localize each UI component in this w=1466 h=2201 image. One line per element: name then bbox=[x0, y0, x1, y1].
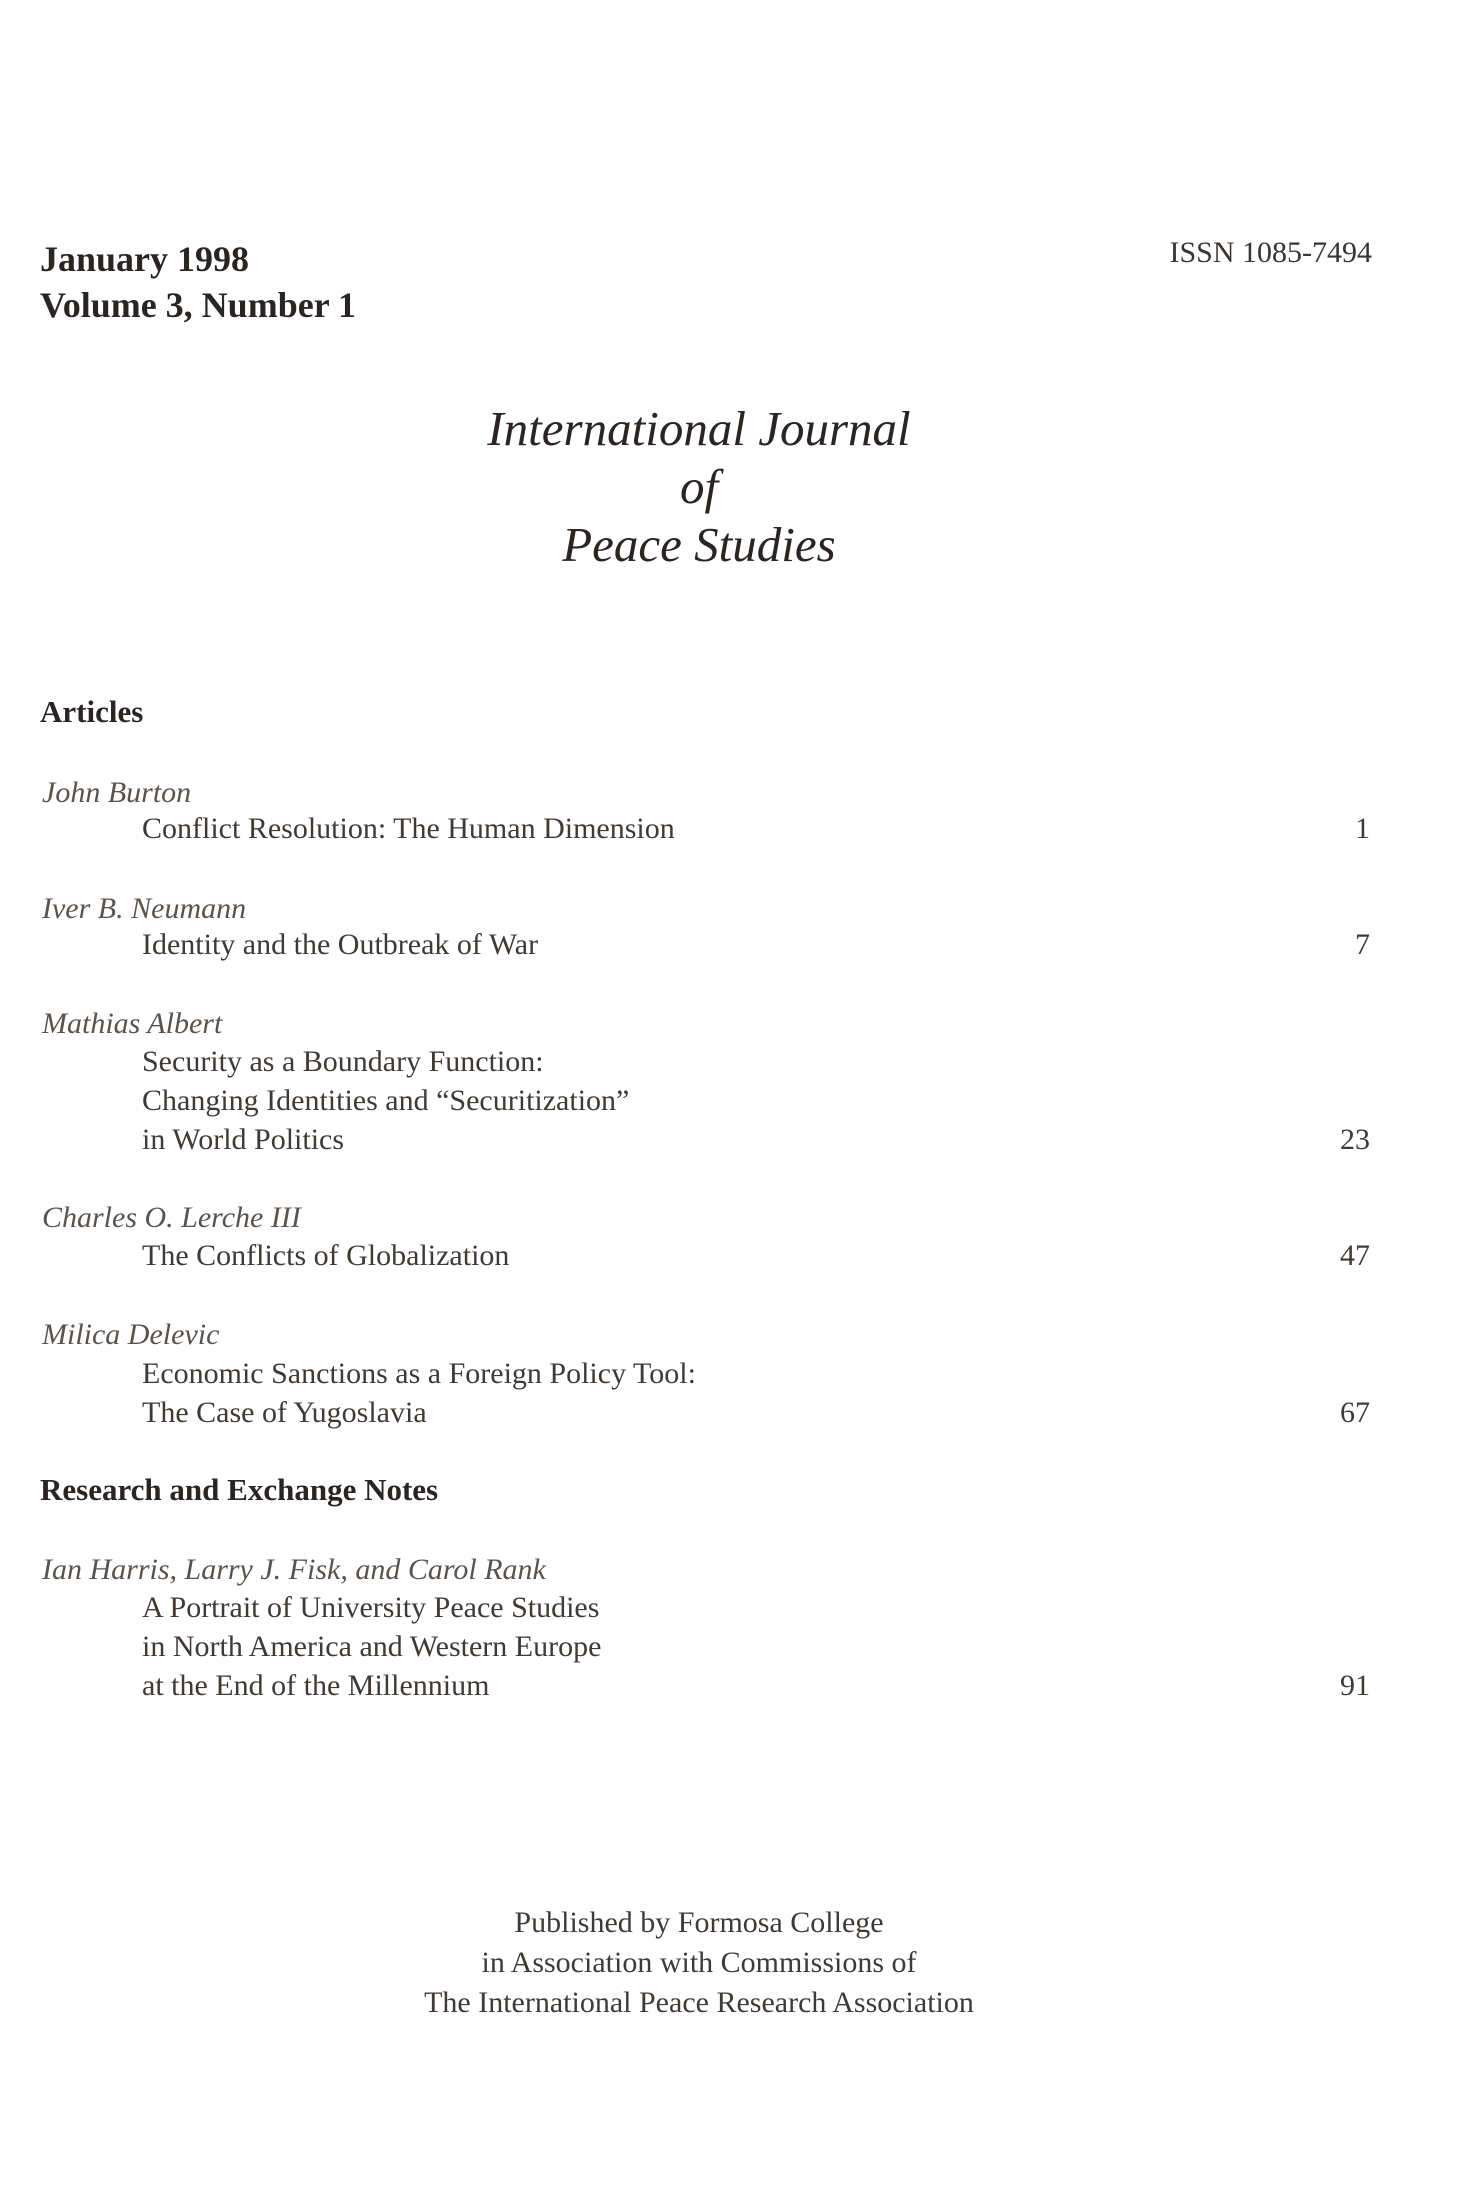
issn: ISSN 1085-7494 bbox=[1169, 236, 1372, 269]
entry-page-number: 47 bbox=[1340, 1239, 1370, 1272]
entry-title-line: at the End of the Millennium bbox=[142, 1669, 490, 1702]
entry-author: Charles O. Lerche III bbox=[42, 1201, 301, 1234]
entry-title-line: A Portrait of University Peace Studies bbox=[142, 1591, 600, 1624]
entry-page-number: 23 bbox=[1340, 1123, 1370, 1156]
journal-title-line-2: of bbox=[679, 459, 719, 514]
entry-author: Milica Delevic bbox=[42, 1318, 220, 1351]
entry-title-line: Security as a Boundary Function: bbox=[142, 1045, 544, 1078]
entry-author: Ian Harris, Larry J. Fisk, and Carol Rank bbox=[42, 1553, 546, 1586]
publisher-line-1: Published by Formosa College bbox=[514, 1906, 884, 1939]
entry-title-line: Conflict Resolution: The Human Dimension bbox=[142, 812, 675, 845]
entry-page-number: 1 bbox=[1355, 812, 1370, 845]
entry-page-number: 67 bbox=[1340, 1396, 1370, 1429]
entry-title-line: in North America and Western Europe bbox=[142, 1630, 602, 1663]
issue-volume: Volume 3, Number 1 bbox=[40, 285, 357, 325]
entry-author: Iver B. Neumann bbox=[42, 892, 247, 925]
entry-title-line: The Conflicts of Globalization bbox=[142, 1239, 510, 1272]
journal-title-line-3: Peace Studies bbox=[562, 517, 836, 572]
entry-page-number: 7 bbox=[1355, 928, 1370, 961]
entry-title-line: The Case of Yugoslavia bbox=[142, 1396, 427, 1429]
journal-title-line-1: International Journal bbox=[487, 401, 911, 456]
entry-page-number: 91 bbox=[1340, 1669, 1370, 1702]
entry-title-line: in World Politics bbox=[142, 1123, 345, 1156]
articles-heading: Articles bbox=[40, 694, 144, 729]
issue-date: January 1998 bbox=[40, 239, 250, 279]
entry-title-line: Changing Identities and “Securitization” bbox=[142, 1084, 630, 1117]
entry-author: Mathias Albert bbox=[42, 1007, 223, 1040]
entry-author: John Burton bbox=[42, 776, 192, 809]
publisher-line-2: in Association with Commissions of bbox=[481, 1946, 917, 1979]
publisher-line-3: The International Peace Research Association bbox=[424, 1986, 974, 2019]
entry-title-line: Economic Sanctions as a Foreign Policy Tool: bbox=[142, 1357, 696, 1390]
entry-title-line: Identity and the Outbreak of War bbox=[142, 928, 539, 961]
notes-heading: Research and Exchange Notes bbox=[40, 1472, 439, 1507]
